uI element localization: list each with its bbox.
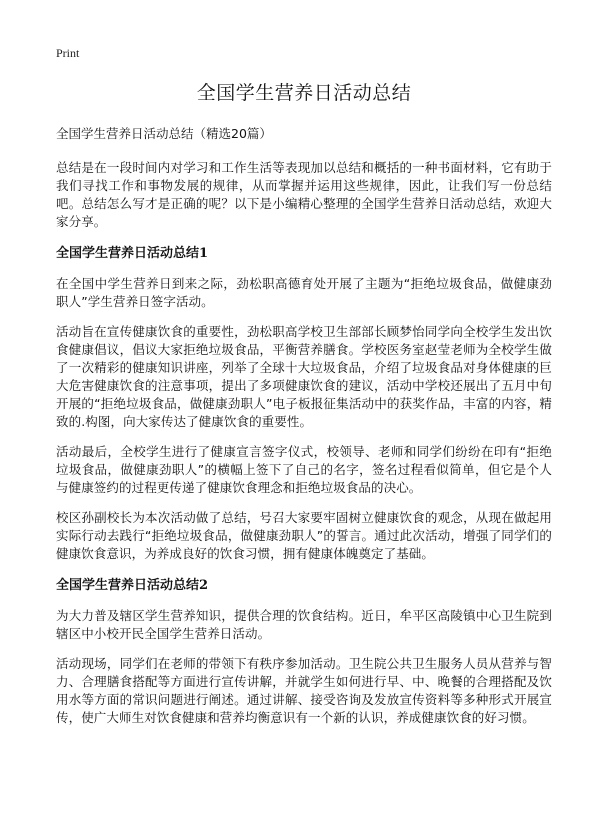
- section-2-paragraph-1: 为大力普及辖区学生营养知识，提供合理的饮食结构。近日，牟平区高陵镇中心卫生院到辖区中小校开民全国学生营养日活动。: [56, 608, 552, 641]
- section-2-paragraph-2: 活动现场，同学们在老师的带领下有秩序参加活动。卫生院公共卫生服务人员从营养与智力、合理膳食搭配等方面进行宣传讲解，并就学生如何进行早、中、晚餐的合理搭配及饮用水等方面的常识问题进行阐述。通过讲解、接受咨询及发放宣传资料等多种形式开展宣传，使广大师生对饮食健康和营养均衡意识有一个新的认识，养成健康饮食的好习惯。: [56, 656, 552, 725]
- intro-paragraph: 总结是在一段时间内对学习和工作生活等表现加以总结和概括的一种书面材料，它有助于我们寻找工作和事物发展的规律，从而掌握并运用这些规律，因此，让我们写一份总结吧。总结怎么写才是正确的呢？以下是小编精心整理的全国学生营养日活动总结，欢迎大家分享。: [56, 160, 552, 229]
- section-heading-2: 全国学生营养日活动总结2: [56, 578, 209, 593]
- section-heading-1: 全国学生营养日活动总结1: [56, 246, 209, 261]
- document-body: [56, 78, 552, 739]
- section-1-paragraph-3: 活动最后，全校学生进行了健康宣言签字仪式，校领导、老师和同学们纷纷在印有“拒绝垃圾食品，做健康劲职人”的横幅上签下了自己的名字，签名过程看似简单，但它是个人与健康签约的过程更传递了健康饮食理念和拒绝垃圾食品的决心。: [56, 444, 552, 495]
- section-1-paragraph-2: 活动旨在宣传健康饮食的重要性，劲松职高学校卫生部部长顾梦怡同学向全校学生发出饮食健康倡议，倡议大家拒绝垃圾食品，平衡营养膳食。学校医务室赵莹老师为全校学生做了一次精彩的健康知识讲座，列举了全球十大垃圾食品，介绍了垃圾食品对身体健康的巨大危害健康饮食的注意事项，提出了多项健康饮食的建议，活动中学校还展出了五月中旬开展的“拒绝垃圾食品，做健康劲职人”电子板报征集活动中的获奖作品，丰富的内容，精致的.构图，向大家传达了健康饮食的重要性。: [56, 324, 552, 429]
- page-title: 全国学生营养日活动总结: [196, 82, 412, 104]
- print-label: Print: [56, 46, 80, 60]
- section-1-paragraph-4: 校区孙副校长为本次活动做了总结，号召大家要牢固树立健康饮食的观念，从现在做起用实际行动去践行“拒绝垃圾食品，做健康劲职人”的誓言。通过此次活动，增强了同学们的健康饮食意识，为养成良好的饮食习惯，拥有健康体魄奠定了基础。: [56, 510, 552, 561]
- section-1-paragraph-1: 在全国中学生营养日到来之际，劲松职高德育处开展了主题为“拒绝垃圾食品，做健康劲职人”学生营养日签字活动。: [56, 276, 552, 309]
- document-subtitle: 全国学生营养日活动总结（精选20篇）: [56, 126, 272, 141]
